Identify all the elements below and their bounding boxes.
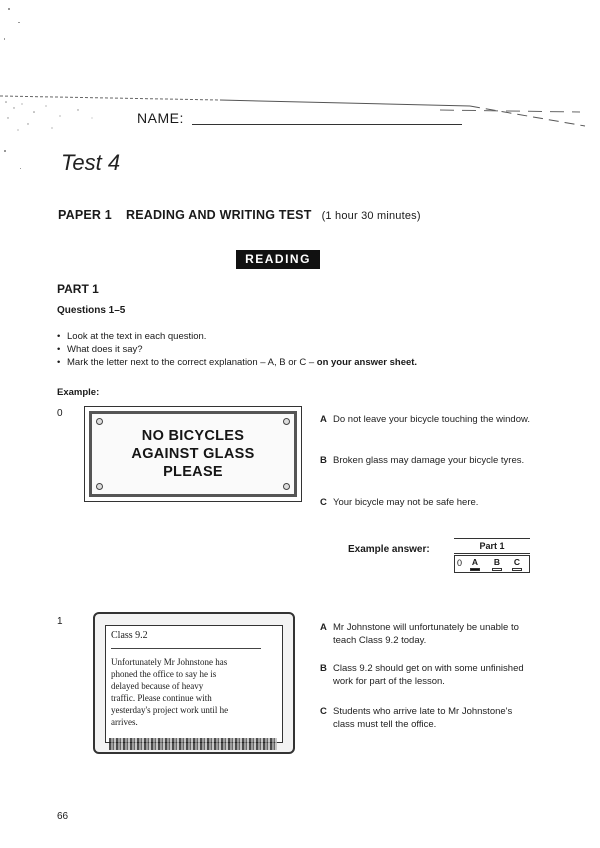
- answer-row: [454, 555, 530, 573]
- answer-bubble-b[interactable]: [492, 568, 502, 571]
- answer-box-header: Part 1: [454, 538, 530, 554]
- name-label: NAME:: [137, 110, 184, 126]
- answer-letter-c: C: [513, 557, 521, 567]
- answer-row-number: 0: [457, 558, 463, 568]
- example-option-b[interactable]: B Broken glass may damage your bicycle tyres.: [320, 455, 525, 466]
- screw-icon: [96, 418, 103, 425]
- question1-option-a[interactable]: A Mr Johnstone will unfortunately be unable to teach Class 9.2 today.: [320, 622, 519, 646]
- sign-line: AGAINST GLASS: [131, 446, 255, 462]
- notice-heading: Class 9.2: [111, 630, 148, 641]
- scan-speck: [20, 168, 21, 169]
- sign-line: PLEASE: [163, 464, 223, 480]
- paper-heading: [58, 208, 421, 222]
- sign-line: NO BICYCLES: [141, 428, 245, 444]
- example-answer-label: Example answer:: [348, 544, 430, 555]
- screw-icon: [283, 418, 290, 425]
- example-label: Example:: [57, 387, 100, 398]
- example-number: 0: [57, 408, 63, 419]
- paper-duration: (1 hour 30 minutes): [321, 210, 421, 222]
- paper-code: PAPER 1: [58, 208, 112, 222]
- question1-option-b[interactable]: B Class 9.2 should get on with some unfinished work for part of the lesson.: [320, 663, 524, 687]
- question-number: 1: [57, 616, 63, 627]
- scan-speck: [4, 38, 5, 40]
- notice-body: Unfortunately Mr Johnstone has phoned the office to say he is delayed because of heavy traffic. Please continue with yesterday's project work until he arrives.: [111, 657, 229, 727]
- sign-panel: [89, 411, 297, 497]
- page-number: 66: [57, 811, 69, 822]
- scan-speck: [18, 22, 20, 23]
- test-title: Test 4: [61, 150, 121, 175]
- answer-bubble-a-filled[interactable]: [470, 568, 480, 571]
- answer-bubble-c[interactable]: [512, 568, 522, 571]
- answer-letter-a: A: [471, 557, 479, 567]
- example-option-c[interactable]: C Your bicycle may not be safe here.: [320, 497, 479, 508]
- screw-icon: [283, 483, 290, 490]
- scan-speck: [8, 8, 10, 10]
- instruction-item: • Look at the text in each question.: [57, 330, 417, 343]
- example-option-a[interactable]: A Do not leave your bicycle touching the window.: [320, 414, 530, 425]
- scan-noise: [0, 88, 600, 138]
- paper-title: READING AND WRITING TEST: [125, 208, 312, 222]
- instruction-item: • What does it say?: [57, 343, 417, 356]
- question1-option-c[interactable]: C Students who arrive late to Mr Johnstone's class must tell the office.: [320, 706, 513, 730]
- answer-letter-b: B: [493, 557, 501, 567]
- class-notice-board: [93, 612, 295, 754]
- screw-icon: [96, 483, 103, 490]
- example-sign: [84, 406, 302, 502]
- example-answer-box: [454, 538, 530, 578]
- section-banner: READING: [236, 250, 320, 269]
- notice-rule: [111, 648, 261, 649]
- questions-range: Questions 1–5: [57, 305, 126, 316]
- part-title: PART 1: [57, 282, 99, 296]
- name-field-line[interactable]: [192, 124, 462, 125]
- instruction-item: • Mark the letter next to the correct explanation – A, B or C – on your answer sheet.: [57, 356, 417, 369]
- notice-shadow: [109, 738, 277, 750]
- scan-speck: [4, 150, 6, 152]
- instructions-list: [57, 330, 417, 369]
